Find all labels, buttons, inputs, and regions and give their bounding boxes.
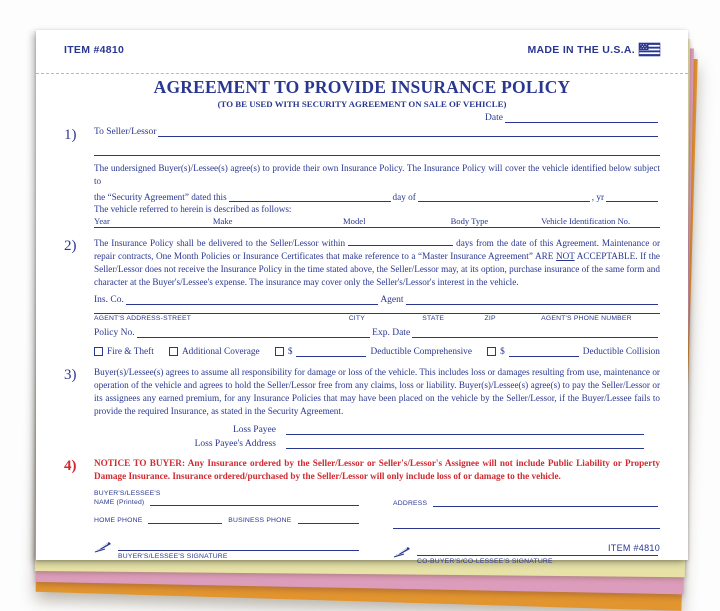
day-of-input-line[interactable]	[418, 191, 590, 202]
section-2-text-mid: days from the date of this Agreement. Maintenance or repair contracts, One Month Policies or Insurance Certificates that make reference to a “Master Insurance Agreement” ARE	[94, 237, 661, 261]
notice-to-buyer: NOTICE TO BUYER: Any Insurance ordered by the Seller/Lessor or Seller's/Lessor's Assignee will not include Public Liability or Property Damage Insurance. Insurance ordered/purchased by the Seller/Lessor will only include loss of or damage to the vehicle.	[94, 457, 660, 481]
to-seller-input-line-2[interactable]	[94, 143, 660, 156]
date-input-line[interactable]	[505, 112, 658, 123]
footer-right-column	[393, 490, 660, 565]
pen-icon	[94, 540, 114, 553]
col-body-type: Body Type	[450, 215, 489, 226]
section-2	[64, 237, 660, 357]
yr-input-line[interactable]	[606, 191, 658, 202]
col-make: Make	[212, 215, 233, 226]
dated-this-input-line[interactable]	[229, 191, 391, 202]
footer-left-column	[94, 490, 361, 565]
address-field	[393, 498, 660, 507]
loss-payee-address-label: Loss Payee's Address	[194, 438, 276, 449]
city-label: CITY	[348, 314, 365, 322]
vehicle-intro: The vehicle referred to herein is described as follows:	[94, 203, 292, 214]
additional-coverage-checkbox[interactable]	[169, 347, 178, 356]
deductible-comprehensive-option	[275, 347, 472, 357]
section-1	[64, 126, 660, 228]
buyer-name-field	[94, 497, 361, 506]
vehicle-columns[interactable]	[94, 216, 660, 228]
deductible-collision-label: Deductible Collision	[582, 346, 660, 357]
date-field	[485, 112, 660, 123]
ins-co-label: Ins. Co.	[94, 294, 124, 305]
fire-theft-label: Fire & Theft	[107, 346, 154, 357]
section-3	[64, 366, 660, 449]
buyer-signature-label: BUYER'S/LESSEE'S SIGNATURE	[118, 553, 228, 560]
item-number-top: ITEM #4810	[64, 43, 125, 56]
to-seller-input-line[interactable]	[158, 126, 658, 137]
section-2-number: 2)	[64, 237, 77, 254]
loss-payee-address-input-line[interactable]	[286, 438, 644, 449]
pen-icon	[393, 545, 413, 558]
to-seller-label: To Seller/Lessor	[94, 127, 157, 137]
col-model: Model	[343, 215, 366, 226]
address-input-line[interactable]	[433, 498, 658, 507]
loss-payee-input-line[interactable]	[286, 424, 644, 435]
day-of-label: day of	[392, 191, 416, 202]
address-input-line-2[interactable]	[393, 516, 660, 529]
fire-theft-option	[94, 347, 154, 357]
phone-fields	[94, 515, 361, 524]
deductible-collision-option	[487, 347, 660, 357]
section-3-number: 3)	[64, 366, 77, 383]
ins-co-agent-line	[94, 294, 660, 305]
buyer-signature-block	[94, 540, 361, 551]
dated-this-line	[94, 191, 660, 202]
policy-line	[94, 327, 660, 338]
to-seller-field	[94, 126, 660, 137]
exp-date-label: Exp. Date	[372, 327, 411, 338]
zip-label: ZIP	[484, 314, 496, 322]
buyer-name-label-line1: BUYER'S/LESSEE'S	[94, 490, 161, 497]
dollar-sign-comprehensive: $	[287, 346, 293, 357]
us-flag-icon	[639, 43, 660, 56]
not-underlined: NOT	[555, 250, 575, 261]
additional-coverage-label: Additional Coverage	[181, 346, 260, 357]
policy-no-input-line[interactable]	[137, 327, 371, 338]
fire-theft-checkbox[interactable]	[94, 347, 103, 356]
date-label: Date	[485, 113, 503, 123]
section-2-text-end: ACCEPTABLE. If the Seller/Lessor does not receive the Insurance Policy in the time stated above, the Seller/Lessor may, at its option, purchase insurance of the same form and character at the Buyer's/Lessee's expense. The insurance may cover only the Seller's/Lessor's interest in the vehicle.	[94, 250, 660, 288]
deductible-comprehensive-checkbox[interactable]	[275, 347, 284, 356]
section-2-paragraph	[94, 237, 660, 290]
made-in-usa-label: MADE IN THE U.S.A.	[527, 43, 635, 56]
agent-phone-label: AGENT'S PHONE NUMBER	[541, 314, 632, 322]
home-phone-input-line[interactable]	[148, 515, 222, 524]
home-phone-label: HOME PHONE	[94, 517, 143, 524]
co-buyer-signature-label: CO-BUYER'S/CO-LESSEE'S SIGNATURE	[417, 558, 553, 565]
section-4-number: 4)	[64, 457, 77, 474]
loss-payee-label: Loss Payee	[232, 424, 276, 435]
exp-date-input-line[interactable]	[412, 327, 658, 338]
section-4	[64, 457, 660, 484]
additional-coverage-option	[169, 347, 260, 357]
state-label: STATE	[422, 314, 445, 322]
ins-co-input-line[interactable]	[126, 294, 378, 305]
buyer-name-label-line2: NAME (Printed)	[94, 499, 145, 506]
dated-this-label: the “Security Agreement” dated this	[94, 191, 227, 202]
agent-input-line[interactable]	[406, 294, 658, 305]
section-1-number: 1)	[64, 127, 77, 143]
policy-no-label: Policy No.	[94, 327, 135, 338]
form-subtitle: (TO BE USED WITH SECURITY AGREEMENT ON SALE OF VEHICLE)	[217, 99, 507, 109]
form-title: AGREEMENT TO PROVIDE INSURANCE POLICY	[153, 77, 571, 97]
business-phone-input-line[interactable]	[298, 515, 360, 524]
agent-label: Agent	[380, 294, 404, 305]
buyer-name-input-line[interactable]	[150, 497, 359, 506]
days-input-line[interactable]	[348, 237, 453, 246]
section-2-text-start: The Insurance Policy shall be delivered to the Seller/Lessor within	[94, 237, 346, 248]
buyer-signature-input-line[interactable]	[118, 547, 359, 551]
item-number-bottom: ITEM #4810	[607, 543, 660, 553]
deductible-collision-amount-line[interactable]	[509, 348, 579, 357]
address-label: ADDRESS	[393, 500, 428, 507]
agent-address-labels	[94, 314, 660, 322]
yr-label: , yr	[591, 191, 604, 202]
col-year: Year	[94, 215, 110, 226]
made-in-usa	[528, 43, 661, 56]
loss-payee-address-field	[94, 438, 646, 449]
business-phone-label: BUSINESS PHONE	[228, 517, 292, 524]
deductible-comprehensive-amount-line[interactable]	[296, 348, 366, 357]
form-page	[36, 30, 688, 565]
footer-fields	[94, 490, 660, 565]
col-vin: Vehicle Identification No.	[541, 215, 631, 226]
dollar-sign-collision: $	[500, 346, 505, 357]
perforation-line	[36, 73, 688, 74]
loss-payee-field	[94, 424, 646, 435]
section-1-intro: The undersigned Buyer(s)/Lessee(s) agree(s) to provide their own Insurance Policy. The Insurance Policy will cover the vehicle identified below subject to	[94, 163, 660, 187]
coverage-options-row	[94, 347, 660, 357]
form-topbar	[64, 43, 660, 56]
deductible-collision-checkbox[interactable]	[487, 347, 496, 356]
agent-street-label: AGENT'S ADDRESS-STREET	[94, 314, 192, 322]
section-3-paragraph: Buyer(s)/Lessee(s) agrees to assume all responsibility for damage or loss of the vehicle. This includes loss or damages resulting from use, maintenance or operation of the vehicle and agrees to hold the Seller/Lessor free from any claims, loss or liability. Buyer(s)/Lessee(s) agree(s) to pay the Seller/Lessor or its assignees any earned premium, for any Insurance Policies that may have been placed on the vehicle by the Seller/Lessor, if the Buyer/Lessee fails to provide the required Insurance, as stated in the Security Agreement.	[94, 366, 660, 417]
deductible-comprehensive-label: Deductible Comprehensive	[370, 346, 472, 357]
